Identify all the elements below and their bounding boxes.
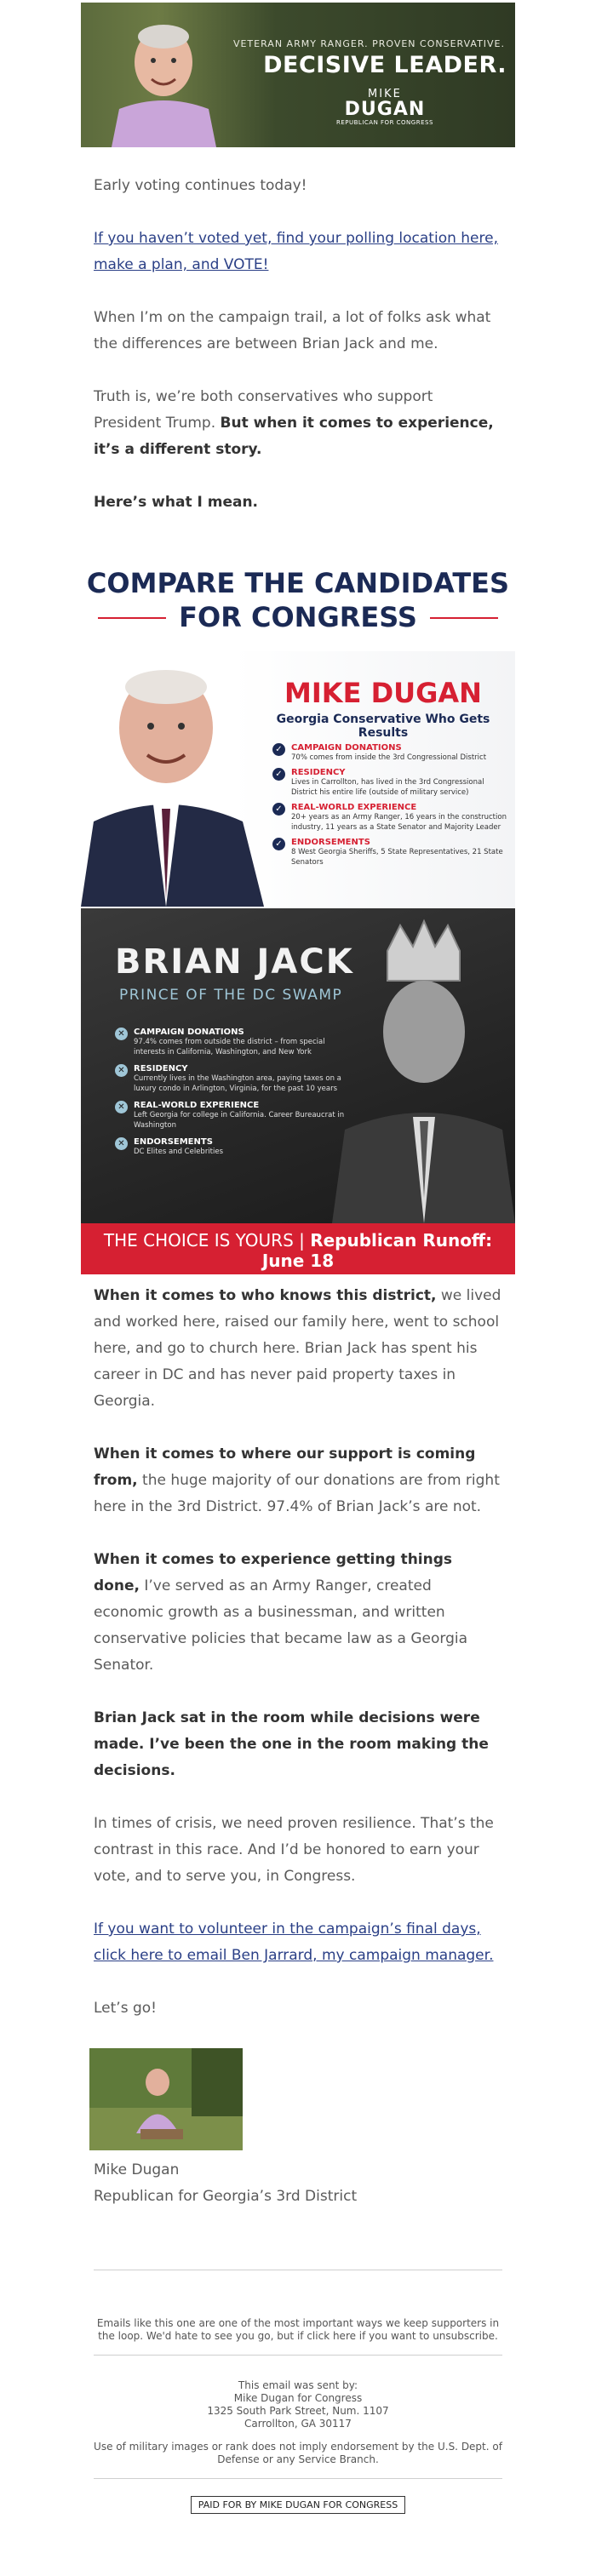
jack-photo-image [332,917,515,1223]
signature-title: Republican for Georgia’s 3rd District [94,2188,358,2205]
military-disclaimer: Use of military images or rank does not imply endorsement by the U.S. Dept. of Defense or any Service Branch. [94,2441,502,2465]
address-line2: Carrollton, GA 30117 [244,2418,352,2430]
item-detail: Lives in Carrollton, has lived in the 3rd Congressional District his entire life (outside of military service) [291,778,484,797]
check-icon: ✓ [272,768,285,781]
check-icon: ✓ [272,803,285,816]
graphic-title-line1: COMPARE THE CANDIDATES [86,567,510,599]
jack-subtitle: PRINCE OF THE DC SWAMP [119,987,343,1004]
experience-done-plain: I’ve served as an Army Ranger, created economic growth as a businessman, and written conservative policies that became law as a Georgia Senator. [94,1577,468,1674]
banner-headline: DECISIVE LEADER. [263,52,507,78]
header-banner[interactable] [81,3,515,147]
item-heading: ENDORSEMENTS [134,1137,213,1147]
item-heading: RESIDENCY [134,1064,188,1073]
org-name: Mike Dugan for Congress [233,2392,363,2404]
decisions-paragraph [85,1705,511,1784]
dugan-item-donations [272,743,511,763]
jack-item-residency [115,1064,345,1094]
graphic-sources [81,1271,515,1274]
check-icon: ✓ [272,838,285,850]
x-icon: ✕ [115,1064,128,1077]
dugan-item-endorsements [272,838,511,867]
x-icon: ✕ [115,1028,128,1040]
campaign-logo [336,88,433,126]
dugan-item-experience [272,803,511,833]
support-paragraph [85,1441,511,1520]
item-detail: DC Elites and Celebrities [134,1148,224,1156]
compare-candidates-graphic[interactable] [81,542,515,1274]
item-heading: CAMPAIGN DONATIONS [291,743,402,753]
polling-location-link[interactable]: If you haven’t voted yet, find your polling location here, make a plan, and VOTE! [94,230,498,273]
decisions-bold: Brian Jack sat in the room while decisions were made. I’ve been the one in the room making the decisions. [94,1709,489,1779]
check-icon: ✓ [272,743,285,756]
dugan-section [81,651,515,908]
item-detail: 20+ years as an Army Ranger, 16 years in the construction industry, 11 years as a State Senator and Majority Leader [291,813,507,832]
item-detail: Currently lives in the Washington area, paying taxes on a luxury condo in Arlington, Virginia, for the past 10 years [134,1074,341,1093]
crisis-paragraph: In times of crisis, we need proven resilience. That’s the contrast in this race. And I’d be honored to earn your vote, and to serve you, in Congress. [94,1815,494,1885]
choice-plain: THE CHOICE IS YOURS | [103,1230,311,1251]
jack-item-donations [115,1028,345,1057]
email-container [85,3,511,2514]
choice-bold: Republican Runoff: June 18 [261,1230,493,1271]
jack-item-endorsements [115,1137,345,1157]
item-detail: 8 West Georgia Sheriffs, 5 State Representatives, 21 State Senators [291,848,503,867]
unsubscribe-text[interactable]: Emails like this one are one of the most important ways we keep supporters in the loop. We'd hate to see you go, but if click here if you want to unsubscribe. [96,2317,500,2342]
title-rule-right [430,617,498,619]
signature-photo-image [89,2048,243,2150]
address-line1: 1325 South Park Street, Num. 1107 [207,2405,389,2417]
dugan-name: MIKE DUGAN [284,677,482,709]
district-paragraph [85,1283,511,1415]
experience-done-bold: When it comes to experience getting things done, [94,1551,453,1594]
lets-go-text: Let’s go! [94,2000,157,2017]
volunteer-email-link[interactable]: If you want to volunteer in the campaign’s final days, click here to email Ben Jarrard, my campaign manager. [94,1921,494,1964]
support-bold: When it comes to where our support is coming from, [94,1445,476,1489]
paid-for-box: PAID FOR BY MIKE DUGAN FOR CONGRESS [191,2496,405,2514]
item-heading: RESIDENCY [291,768,346,777]
x-icon: ✕ [115,1101,128,1113]
logo-last-name: DUGAN [344,99,426,120]
dugan-item-residency [272,768,511,798]
what-i-mean-bold: Here’s what I mean. [94,494,259,511]
support-plain: the huge majority of our donations are from right here in the 3rd District. 97.4% of Brian Jack’s are not. [94,1472,500,1515]
volunteer-paragraph [85,1916,511,1969]
experience-done-paragraph [85,1547,511,1679]
signature-name: Mike Dugan [94,2161,180,2178]
choice-text [81,1223,515,1271]
choice-bar [81,1223,515,1274]
dugan-subtitle: Georgia Conservative Who Gets Results [276,713,490,740]
title-rule-left [98,617,166,619]
jack-list [115,1028,345,1164]
experience-bold: But when it comes to experience, it’s a different story. [94,415,494,458]
experience-plain: Truth is, we’re both conservatives who support President Trump. [94,388,433,432]
item-detail: 97.4% comes from outside the district – from special interests in California, Washington, and New York [134,1038,325,1056]
x-icon: ✕ [115,1137,128,1150]
dugan-list [272,743,511,873]
what-i-mean-text [85,489,511,516]
campaign-trail-text: When I’m on the campaign trail, a lot of folks ask what the differences are between Brian Jack and me. [94,309,491,352]
logo-first-name: MIKE [368,88,402,100]
graphic-title [81,542,515,634]
jack-section [81,908,515,1223]
item-detail: Left Georgia for college in California. Career Bureaucrat in Washington [134,1111,345,1130]
graphic-title-line2: FOR CONGRESS [179,601,417,633]
sent-by-label: This email was sent by: [238,2379,358,2391]
dugan-photo-image [81,651,264,907]
polling-location-paragraph [85,226,511,278]
item-heading: REAL-WORLD EXPERIENCE [134,1101,260,1110]
logo-subtitle: REPUBLICAN FOR CONGRESS [336,119,433,126]
item-heading: CAMPAIGN DONATIONS [134,1028,244,1037]
item-heading: ENDORSEMENTS [291,838,370,847]
jack-item-experience [115,1101,345,1131]
paid-for-row [85,2496,511,2514]
item-heading: REAL-WORLD EXPERIENCE [291,803,417,812]
district-plain: we lived and worked here, raised our family here, went to school here, and go to church here. Brian Jack has spent his career in DC and has never paid property taxes in Georgia. [94,1287,501,1410]
jack-name: BRIAN JACK [115,942,354,982]
banner-tagline: VETERAN ARMY RANGER. PROVEN CONSERVATIVE. [232,38,505,49]
experience-paragraph [85,384,511,463]
district-bold: When it comes to who knows this district, [94,1287,437,1304]
item-detail: 70% comes from inside the 3rd Congressional District [291,753,487,762]
candidate-portrait-image [111,11,217,147]
early-voting-text: Early voting continues today! [94,177,307,194]
